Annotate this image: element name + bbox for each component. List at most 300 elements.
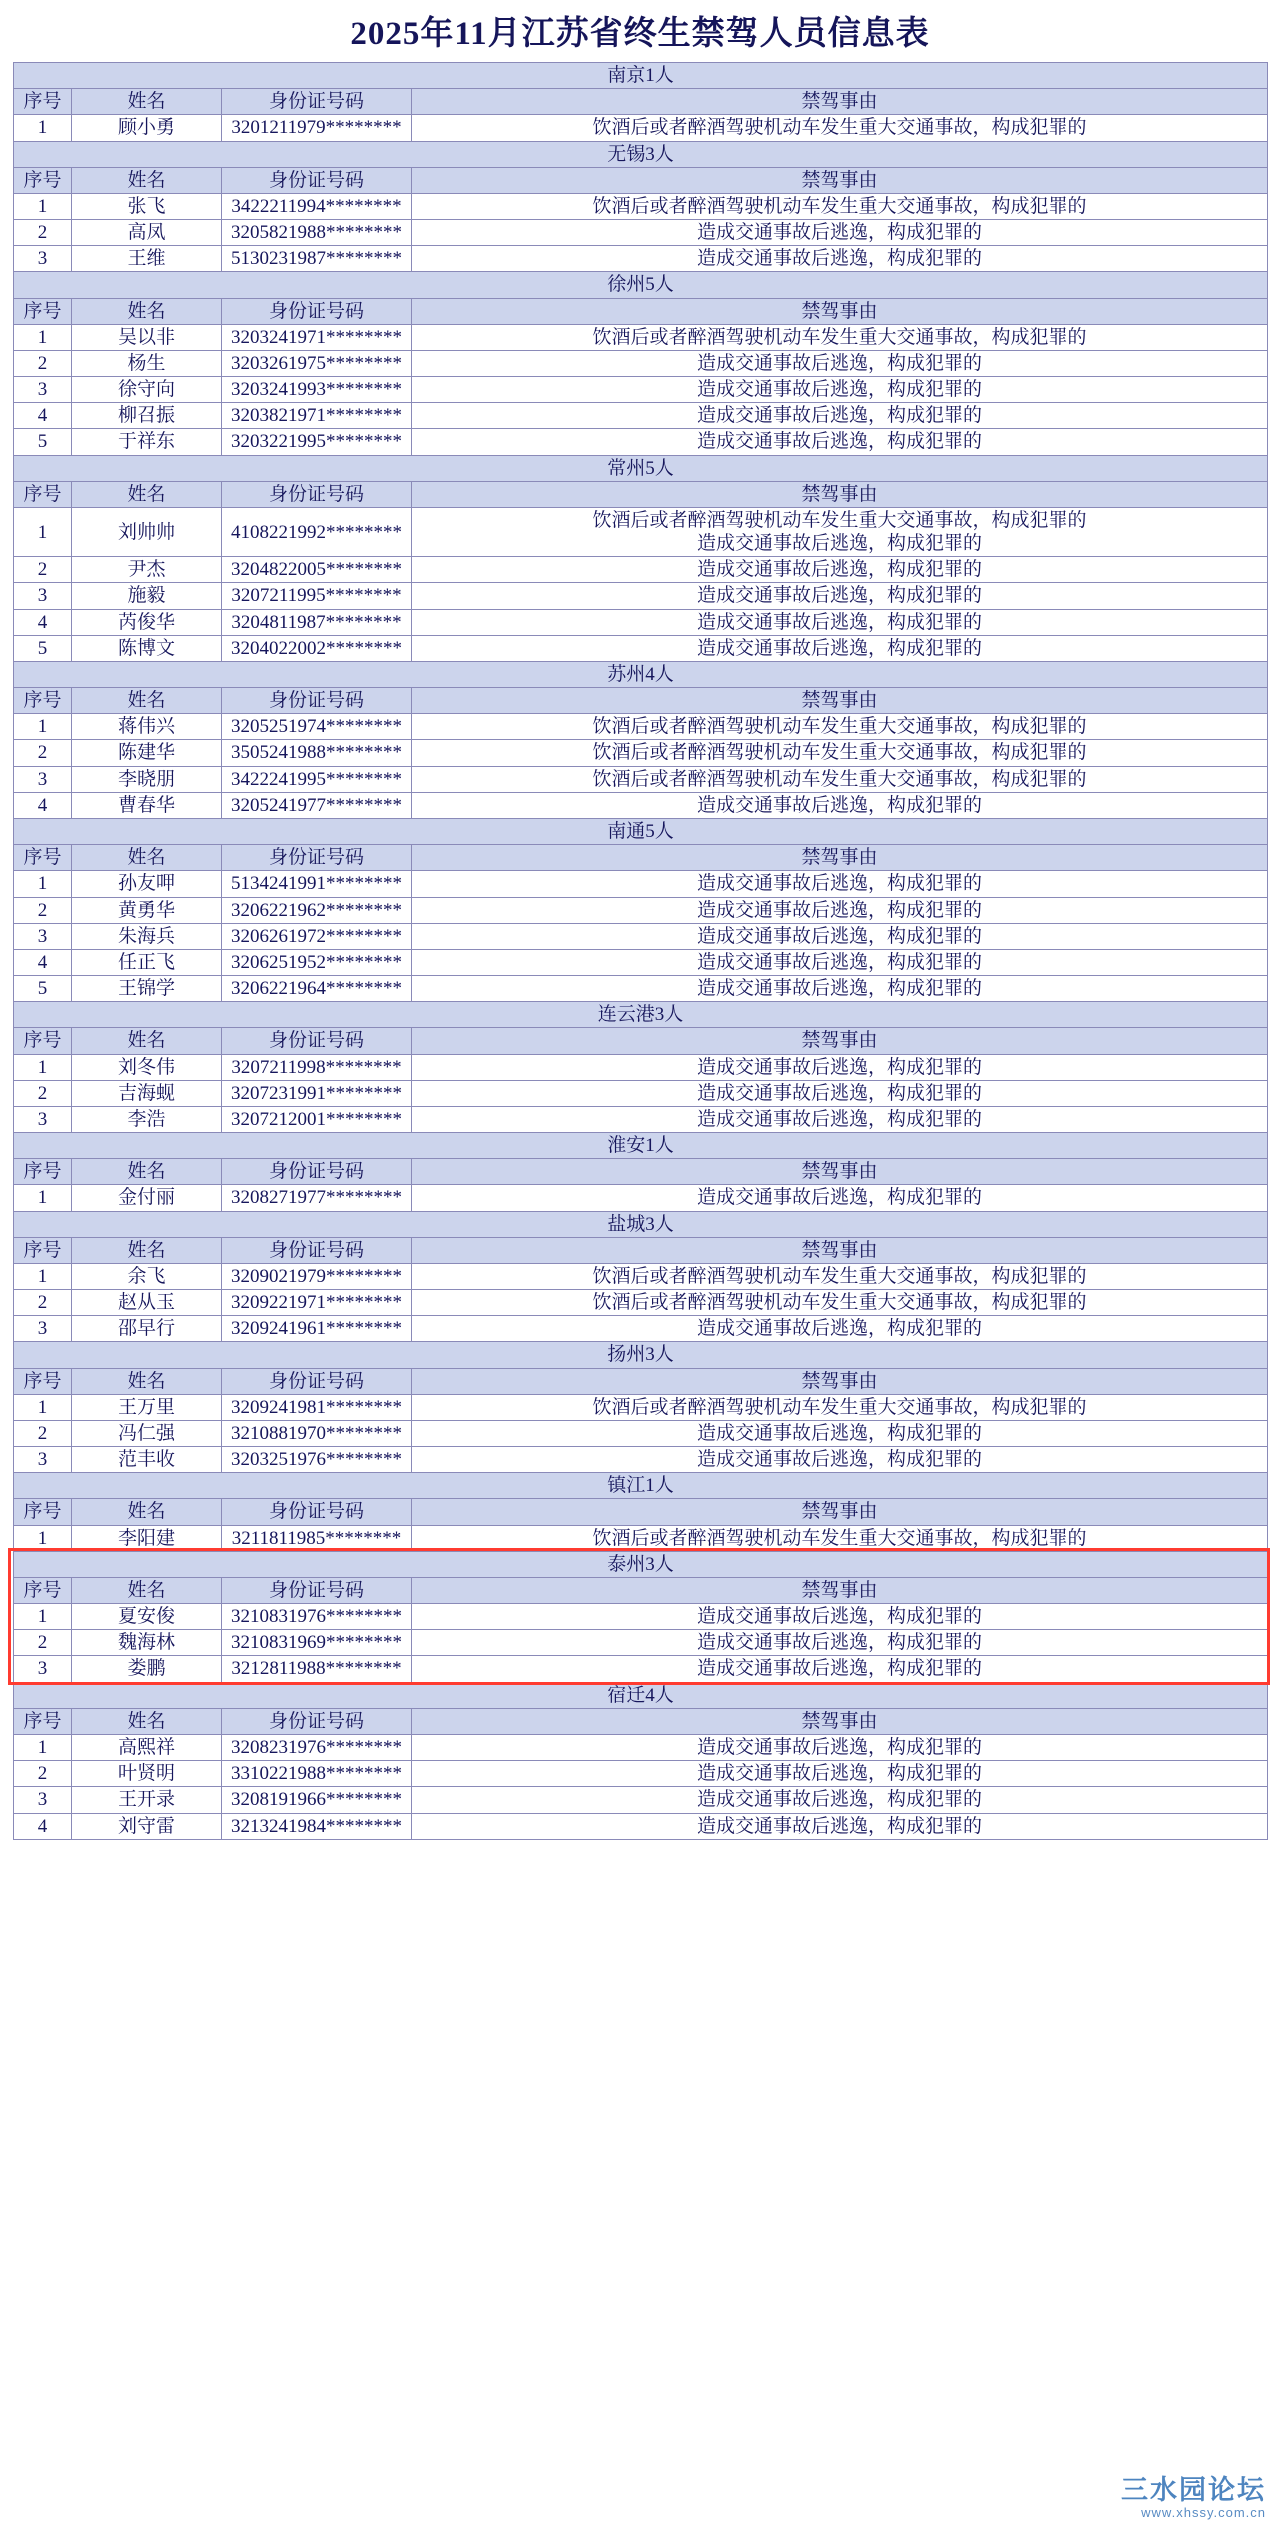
cell-index: 1 <box>14 871 72 897</box>
table-row <box>14 1525 1268 1551</box>
column-header-row <box>14 1028 1268 1054</box>
column-header: 身份证号码 <box>222 1499 412 1525</box>
table-row <box>14 1735 1268 1761</box>
cell-id-number: 3206221964******** <box>222 976 412 1002</box>
city-group-header <box>14 63 1268 89</box>
cell-name: 王开录 <box>72 1787 222 1813</box>
city-group-header <box>14 1133 1268 1159</box>
cell-reason: 造成交通事故后逃逸，构成犯罪的 <box>412 1316 1268 1342</box>
cell-id-number: 3208231976******** <box>222 1735 412 1761</box>
cell-reason: 造成交通事故后逃逸，构成犯罪的 <box>412 1604 1268 1630</box>
cell-reason: 造成交通事故后逃逸，构成犯罪的 <box>412 792 1268 818</box>
cell-name: 范丰收 <box>72 1447 222 1473</box>
cell-id-number: 3209021979******** <box>222 1263 412 1289</box>
cell-id-number: 3207231991******** <box>222 1080 412 1106</box>
cell-reason: 造成交通事故后逃逸，构成犯罪的 <box>412 429 1268 455</box>
cell-index: 3 <box>14 377 72 403</box>
column-header: 禁驾事由 <box>412 1237 1268 1263</box>
table-row <box>14 1761 1268 1787</box>
table-row <box>14 350 1268 376</box>
cell-index: 1 <box>14 714 72 740</box>
city-group-header <box>14 1211 1268 1237</box>
cell-name: 徐守向 <box>72 377 222 403</box>
cell-index: 3 <box>14 1787 72 1813</box>
cell-id-number: 3210881970******** <box>222 1420 412 1446</box>
cell-index: 1 <box>14 115 72 141</box>
watermark <box>1121 2468 1266 2520</box>
cell-reason: 造成交通事故后逃逸，构成犯罪的 <box>412 1787 1268 1813</box>
cell-reason: 造成交通事故后逃逸，构成犯罪的 <box>412 220 1268 246</box>
cell-reason: 造成交通事故后逃逸，构成犯罪的 <box>412 1080 1268 1106</box>
column-header: 序号 <box>14 167 72 193</box>
cell-index: 2 <box>14 1080 72 1106</box>
table-row <box>14 507 1268 556</box>
cell-index: 2 <box>14 220 72 246</box>
cell-id-number: 3204811987******** <box>222 609 412 635</box>
cell-reason: 造成交通事故后逃逸，构成犯罪的 <box>412 1420 1268 1446</box>
cell-reason: 造成交通事故后逃逸，构成犯罪的 <box>412 609 1268 635</box>
cell-reason: 饮酒后或者醉酒驾驶机动车发生重大交通事故，构成犯罪的 <box>412 1394 1268 1420</box>
city-group-header <box>14 455 1268 481</box>
cell-reason: 造成交通事故后逃逸，构成犯罪的 <box>412 403 1268 429</box>
table-row <box>14 1054 1268 1080</box>
cell-index: 4 <box>14 609 72 635</box>
column-header: 序号 <box>14 845 72 871</box>
cell-name: 余飞 <box>72 1263 222 1289</box>
column-header-row <box>14 1708 1268 1734</box>
cell-id-number: 3207211995******** <box>222 583 412 609</box>
column-header: 姓名 <box>72 688 222 714</box>
cell-name: 黄勇华 <box>72 897 222 923</box>
watermark-sub: www.xhssy.com.cn <box>1141 2505 1266 2520</box>
watermark-main: 三水园论坛 <box>1121 2475 1266 2505</box>
table-row <box>14 740 1268 766</box>
table-row <box>14 1420 1268 1446</box>
table-row <box>14 1106 1268 1132</box>
cell-id-number: 3206221962******** <box>222 897 412 923</box>
table-row <box>14 193 1268 219</box>
cell-reason: 造成交通事故后逃逸，构成犯罪的 <box>412 949 1268 975</box>
cell-index: 2 <box>14 1290 72 1316</box>
cell-reason: 造成交通事故后逃逸，构成犯罪的 <box>412 1630 1268 1656</box>
cell-id-number: 3203261975******** <box>222 350 412 376</box>
cell-index: 4 <box>14 1813 72 1839</box>
column-header: 姓名 <box>72 1159 222 1185</box>
column-header: 姓名 <box>72 1708 222 1734</box>
table-row <box>14 792 1268 818</box>
table-row <box>14 1263 1268 1289</box>
city-group-header <box>14 1551 1268 1577</box>
cell-reason: 饮酒后或者醉酒驾驶机动车发生重大交通事故，构成犯罪的 <box>412 714 1268 740</box>
cell-id-number: 3207211998******** <box>222 1054 412 1080</box>
cell-index: 3 <box>14 923 72 949</box>
column-header: 身份证号码 <box>222 1028 412 1054</box>
column-header: 序号 <box>14 298 72 324</box>
column-header-row <box>14 1368 1268 1394</box>
column-header: 禁驾事由 <box>412 845 1268 871</box>
column-header: 身份证号码 <box>222 845 412 871</box>
column-header-row <box>14 481 1268 507</box>
cell-name: 曹春华 <box>72 792 222 818</box>
cell-index: 2 <box>14 740 72 766</box>
city-group-label: 盐城3人 <box>14 1211 1268 1237</box>
city-group-label: 宿迁4人 <box>14 1682 1268 1708</box>
column-header: 禁驾事由 <box>412 298 1268 324</box>
cell-index: 1 <box>14 193 72 219</box>
cell-name: 赵从玉 <box>72 1290 222 1316</box>
cell-reason: 饮酒后或者醉酒驾驶机动车发生重大交通事故，构成犯罪的 <box>412 193 1268 219</box>
cell-index: 1 <box>14 1185 72 1211</box>
city-group-header <box>14 272 1268 298</box>
column-header: 禁驾事由 <box>412 1368 1268 1394</box>
cell-id-number: 3210831969******** <box>222 1630 412 1656</box>
city-group-header <box>14 661 1268 687</box>
table-row <box>14 1447 1268 1473</box>
column-header-row <box>14 1237 1268 1263</box>
cell-reason: 饮酒后或者醉酒驾驶机动车发生重大交通事故，构成犯罪的 造成交通事故后逃逸，构成犯罪的 <box>412 507 1268 556</box>
cell-id-number: 3211811985******** <box>222 1525 412 1551</box>
cell-id-number: 3209241961******** <box>222 1316 412 1342</box>
table-row <box>14 324 1268 350</box>
cell-id-number: 3203241971******** <box>222 324 412 350</box>
cell-name: 邵早行 <box>72 1316 222 1342</box>
table-row <box>14 1316 1268 1342</box>
ban-driving-table <box>13 62 1268 1840</box>
cell-id-number: 3205251974******** <box>222 714 412 740</box>
cell-reason: 饮酒后或者醉酒驾驶机动车发生重大交通事故，构成犯罪的 <box>412 740 1268 766</box>
cell-reason: 饮酒后或者醉酒驾驶机动车发生重大交通事故，构成犯罪的 <box>412 766 1268 792</box>
cell-name: 李晓朋 <box>72 766 222 792</box>
column-header: 姓名 <box>72 1577 222 1603</box>
column-header: 禁驾事由 <box>412 688 1268 714</box>
cell-name: 叶贤明 <box>72 1761 222 1787</box>
city-group-label: 南京1人 <box>14 63 1268 89</box>
column-header: 序号 <box>14 1577 72 1603</box>
cell-id-number: 3422241995******** <box>222 766 412 792</box>
cell-name: 金付丽 <box>72 1185 222 1211</box>
table-row <box>14 557 1268 583</box>
table-row <box>14 949 1268 975</box>
table-row <box>14 714 1268 740</box>
cell-reason: 造成交通事故后逃逸，构成犯罪的 <box>412 246 1268 272</box>
cell-index: 2 <box>14 1761 72 1787</box>
cell-index: 1 <box>14 1525 72 1551</box>
cell-id-number: 3205241977******** <box>222 792 412 818</box>
cell-id-number: 3209221971******** <box>222 1290 412 1316</box>
cell-name: 柳召振 <box>72 403 222 429</box>
city-group-label: 徐州5人 <box>14 272 1268 298</box>
table-row <box>14 609 1268 635</box>
cell-name: 刘帅帅 <box>72 507 222 556</box>
city-group-header <box>14 141 1268 167</box>
cell-index: 4 <box>14 792 72 818</box>
cell-index: 1 <box>14 1604 72 1630</box>
city-group-header <box>14 1342 1268 1368</box>
cell-name: 王万里 <box>72 1394 222 1420</box>
cell-id-number: 3206261972******** <box>222 923 412 949</box>
cell-name: 张飞 <box>72 193 222 219</box>
cell-index: 5 <box>14 976 72 1002</box>
cell-reason: 饮酒后或者醉酒驾驶机动车发生重大交通事故，构成犯罪的 <box>412 1290 1268 1316</box>
cell-name: 尹杰 <box>72 557 222 583</box>
cell-name: 王维 <box>72 246 222 272</box>
cell-name: 顾小勇 <box>72 115 222 141</box>
cell-id-number: 3212811988******** <box>222 1656 412 1682</box>
city-group-label: 镇江1人 <box>14 1473 1268 1499</box>
cell-reason: 造成交通事故后逃逸，构成犯罪的 <box>412 635 1268 661</box>
column-header: 身份证号码 <box>222 688 412 714</box>
page-title: 2025年11月江苏省终生禁驾人员信息表 <box>350 16 930 52</box>
cell-reason: 造成交通事故后逃逸，构成犯罪的 <box>412 1735 1268 1761</box>
column-header: 序号 <box>14 89 72 115</box>
cell-id-number: 3203251976******** <box>222 1447 412 1473</box>
column-header: 身份证号码 <box>222 298 412 324</box>
cell-name: 刘守雷 <box>72 1813 222 1839</box>
cell-name: 吉海蚬 <box>72 1080 222 1106</box>
cell-reason: 饮酒后或者醉酒驾驶机动车发生重大交通事故，构成犯罪的 <box>412 1525 1268 1551</box>
column-header: 禁驾事由 <box>412 1499 1268 1525</box>
cell-name: 魏海林 <box>72 1630 222 1656</box>
column-header: 姓名 <box>72 1028 222 1054</box>
cell-name: 冯仁强 <box>72 1420 222 1446</box>
cell-name: 于祥东 <box>72 429 222 455</box>
cell-index: 3 <box>14 246 72 272</box>
cell-id-number: 3213241984******** <box>222 1813 412 1839</box>
cell-id-number: 3203821971******** <box>222 403 412 429</box>
cell-name: 王锦学 <box>72 976 222 1002</box>
cell-index: 2 <box>14 1420 72 1446</box>
cell-name: 娄鹏 <box>72 1656 222 1682</box>
cell-reason: 造成交通事故后逃逸，构成犯罪的 <box>412 1447 1268 1473</box>
cell-index: 5 <box>14 429 72 455</box>
cell-index: 3 <box>14 1106 72 1132</box>
column-header: 禁驾事由 <box>412 1708 1268 1734</box>
cell-reason: 造成交通事故后逃逸，构成犯罪的 <box>412 1054 1268 1080</box>
column-header: 序号 <box>14 1237 72 1263</box>
table-row <box>14 1185 1268 1211</box>
column-header: 序号 <box>14 1708 72 1734</box>
table-row <box>14 403 1268 429</box>
column-header: 禁驾事由 <box>412 481 1268 507</box>
cell-name: 刘冬伟 <box>72 1054 222 1080</box>
cell-index: 4 <box>14 949 72 975</box>
column-header: 姓名 <box>72 1368 222 1394</box>
cell-reason: 饮酒后或者醉酒驾驶机动车发生重大交通事故，构成犯罪的 <box>412 1263 1268 1289</box>
column-header: 序号 <box>14 1499 72 1525</box>
cell-reason: 造成交通事故后逃逸，构成犯罪的 <box>412 377 1268 403</box>
cell-id-number: 3203241993******** <box>222 377 412 403</box>
city-group-label: 南通5人 <box>14 818 1268 844</box>
cell-id-number: 5130231987******** <box>222 246 412 272</box>
city-group-label: 泰州3人 <box>14 1551 1268 1577</box>
table-row <box>14 583 1268 609</box>
column-header: 序号 <box>14 1368 72 1394</box>
table-row <box>14 1604 1268 1630</box>
table-row <box>14 377 1268 403</box>
cell-reason: 饮酒后或者醉酒驾驶机动车发生重大交通事故，构成犯罪的 <box>412 115 1268 141</box>
cell-id-number: 5134241991******** <box>222 871 412 897</box>
cell-reason: 造成交通事故后逃逸，构成犯罪的 <box>412 923 1268 949</box>
table-row <box>14 1080 1268 1106</box>
cell-id-number: 3204822005******** <box>222 557 412 583</box>
column-header: 姓名 <box>72 89 222 115</box>
table-row <box>14 115 1268 141</box>
cell-index: 1 <box>14 324 72 350</box>
column-header: 禁驾事由 <box>412 1028 1268 1054</box>
column-header: 身份证号码 <box>222 167 412 193</box>
cell-id-number: 3310221988******** <box>222 1761 412 1787</box>
table-row <box>14 1290 1268 1316</box>
column-header-row <box>14 1577 1268 1603</box>
cell-name: 蒋伟兴 <box>72 714 222 740</box>
cell-reason: 造成交通事故后逃逸，构成犯罪的 <box>412 897 1268 923</box>
city-group-header <box>14 1002 1268 1028</box>
cell-index: 1 <box>14 1735 72 1761</box>
column-header: 姓名 <box>72 481 222 507</box>
column-header: 姓名 <box>72 298 222 324</box>
table-row <box>14 766 1268 792</box>
cell-id-number: 3208191966******** <box>222 1787 412 1813</box>
column-header-row <box>14 1159 1268 1185</box>
cell-name: 任正飞 <box>72 949 222 975</box>
cell-id-number: 3210831976******** <box>222 1604 412 1630</box>
cell-index: 2 <box>14 897 72 923</box>
city-group-label: 连云港3人 <box>14 1002 1268 1028</box>
cell-reason: 造成交通事故后逃逸，构成犯罪的 <box>412 1185 1268 1211</box>
column-header: 禁驾事由 <box>412 1577 1268 1603</box>
column-header: 禁驾事由 <box>412 1159 1268 1185</box>
cell-name: 杨生 <box>72 350 222 376</box>
city-group-label: 苏州4人 <box>14 661 1268 687</box>
cell-id-number: 3208271977******** <box>222 1185 412 1211</box>
column-header-row <box>14 298 1268 324</box>
city-group-label: 扬州3人 <box>14 1342 1268 1368</box>
table-row <box>14 1787 1268 1813</box>
column-header: 身份证号码 <box>222 1159 412 1185</box>
cell-reason: 造成交通事故后逃逸，构成犯罪的 <box>412 350 1268 376</box>
cell-id-number: 3206251952******** <box>222 949 412 975</box>
cell-name: 夏安俊 <box>72 1604 222 1630</box>
cell-name: 李阳建 <box>72 1525 222 1551</box>
city-group-label: 淮安1人 <box>14 1133 1268 1159</box>
table-row <box>14 923 1268 949</box>
cell-id-number: 3201211979******** <box>222 115 412 141</box>
table-row <box>14 1630 1268 1656</box>
cell-reason: 造成交通事故后逃逸，构成犯罪的 <box>412 976 1268 1002</box>
column-header: 姓名 <box>72 1499 222 1525</box>
column-header: 身份证号码 <box>222 1708 412 1734</box>
cell-index: 5 <box>14 635 72 661</box>
cell-reason: 造成交通事故后逃逸，构成犯罪的 <box>412 1106 1268 1132</box>
column-header-row <box>14 688 1268 714</box>
column-header: 姓名 <box>72 167 222 193</box>
column-header: 序号 <box>14 688 72 714</box>
cell-id-number: 3505241988******** <box>222 740 412 766</box>
cell-reason: 造成交通事故后逃逸，构成犯罪的 <box>412 1761 1268 1787</box>
cell-id-number: 3422211994******** <box>222 193 412 219</box>
column-header: 身份证号码 <box>222 1577 412 1603</box>
city-group-header <box>14 1473 1268 1499</box>
cell-index: 2 <box>14 1630 72 1656</box>
cell-name: 吴以非 <box>72 324 222 350</box>
column-header: 姓名 <box>72 1237 222 1263</box>
column-header: 姓名 <box>72 845 222 871</box>
table-row <box>14 429 1268 455</box>
cell-name: 高熙祥 <box>72 1735 222 1761</box>
cell-id-number: 3207212001******** <box>222 1106 412 1132</box>
cell-index: 2 <box>14 350 72 376</box>
city-group-header <box>14 1682 1268 1708</box>
table-row <box>14 1656 1268 1682</box>
cell-name: 施毅 <box>72 583 222 609</box>
city-group-label: 无锡3人 <box>14 141 1268 167</box>
cell-reason: 造成交通事故后逃逸，构成犯罪的 <box>412 583 1268 609</box>
table-row <box>14 897 1268 923</box>
cell-id-number: 3205821988******** <box>222 220 412 246</box>
table-row <box>14 220 1268 246</box>
column-header: 序号 <box>14 481 72 507</box>
column-header: 身份证号码 <box>222 1237 412 1263</box>
column-header: 禁驾事由 <box>412 167 1268 193</box>
table-row <box>14 246 1268 272</box>
cell-index: 3 <box>14 583 72 609</box>
cell-id-number: 3203221995******** <box>222 429 412 455</box>
city-group-label: 常州5人 <box>14 455 1268 481</box>
column-header: 身份证号码 <box>222 1368 412 1394</box>
cell-id-number: 3209241981******** <box>222 1394 412 1420</box>
cell-id-number: 3204022002******** <box>222 635 412 661</box>
column-header: 身份证号码 <box>222 481 412 507</box>
cell-index: 2 <box>14 557 72 583</box>
cell-name: 孙友呷 <box>72 871 222 897</box>
cell-index: 3 <box>14 1656 72 1682</box>
cell-index: 4 <box>14 403 72 429</box>
cell-name: 陈博文 <box>72 635 222 661</box>
cell-id-number: 4108221992******** <box>222 507 412 556</box>
cell-index: 3 <box>14 1447 72 1473</box>
column-header-row <box>14 1499 1268 1525</box>
cell-name: 朱海兵 <box>72 923 222 949</box>
table-row <box>14 871 1268 897</box>
column-header: 禁驾事由 <box>412 89 1268 115</box>
column-header: 身份证号码 <box>222 89 412 115</box>
cell-index: 3 <box>14 766 72 792</box>
cell-index: 1 <box>14 1263 72 1289</box>
table-row <box>14 1813 1268 1839</box>
column-header: 序号 <box>14 1159 72 1185</box>
column-header-row <box>14 89 1268 115</box>
table-row <box>14 635 1268 661</box>
column-header-row <box>14 167 1268 193</box>
table-row <box>14 976 1268 1002</box>
cell-name: 李浩 <box>72 1106 222 1132</box>
column-header: 序号 <box>14 1028 72 1054</box>
cell-index: 1 <box>14 1054 72 1080</box>
table-row <box>14 1394 1268 1420</box>
column-header-row <box>14 845 1268 871</box>
cell-reason: 造成交通事故后逃逸，构成犯罪的 <box>412 1656 1268 1682</box>
cell-reason: 造成交通事故后逃逸，构成犯罪的 <box>412 557 1268 583</box>
cell-reason: 造成交通事故后逃逸，构成犯罪的 <box>412 871 1268 897</box>
cell-name: 高凤 <box>72 220 222 246</box>
cell-index: 1 <box>14 507 72 556</box>
cell-reason: 饮酒后或者醉酒驾驶机动车发生重大交通事故，构成犯罪的 <box>412 324 1268 350</box>
cell-name: 芮俊华 <box>72 609 222 635</box>
cell-index: 3 <box>14 1316 72 1342</box>
cell-index: 1 <box>14 1394 72 1420</box>
city-group-header <box>14 818 1268 844</box>
cell-name: 陈建华 <box>72 740 222 766</box>
